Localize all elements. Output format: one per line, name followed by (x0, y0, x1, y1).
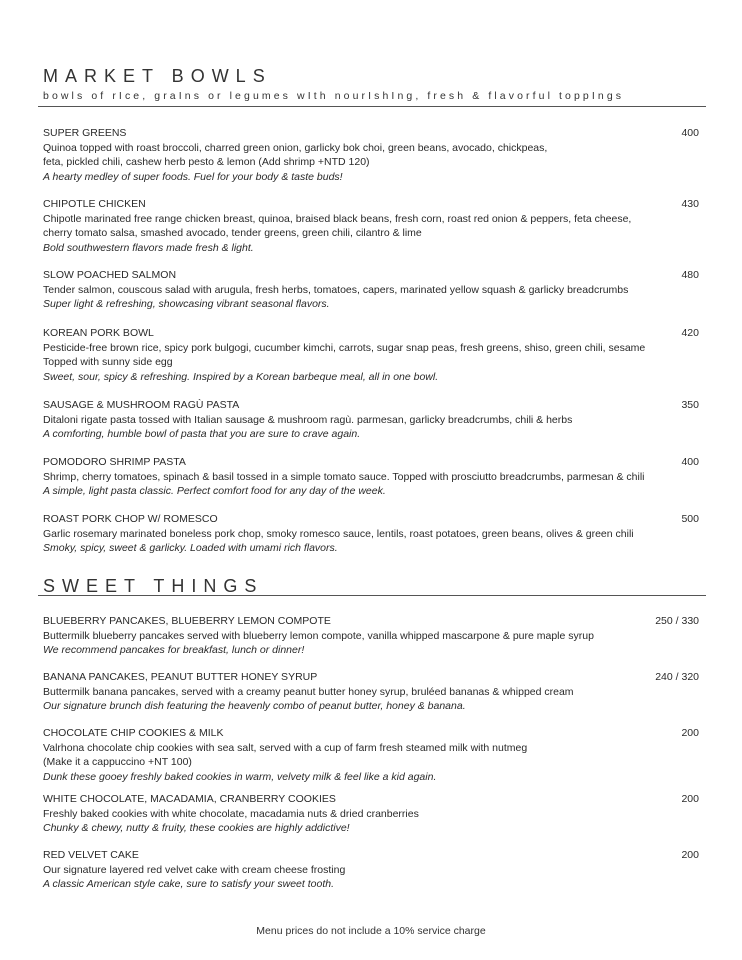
item-tagline: A simple, light pasta classic. Perfect comfort food for any day of the week. (43, 485, 386, 497)
item-price: 200 (681, 727, 699, 739)
item-tagline: Our signature brunch dish featuring the heavenly combo of peanut butter, honey & banana. (43, 700, 466, 712)
item-name: CHIPOTLE CHICKEN (43, 198, 146, 210)
menu-item (43, 512, 703, 556)
service-charge-note: Menu prices do not include a 10% service charge (256, 925, 486, 937)
item-price: 420 (681, 327, 699, 339)
item-price: 250 / 330 (655, 615, 699, 627)
item-description: Our signature layered red velvet cake with cream cheese frosting (43, 863, 346, 876)
item-name: POMODORO SHRIMP PASTA (43, 456, 186, 468)
item-tagline: Bold southwestern flavors made fresh & light. (43, 241, 254, 254)
item-description: Topped with sunny side egg (43, 356, 173, 368)
item-tagline: Super light & refreshing, showcasing vibrant seasonal flavors. (43, 298, 330, 310)
menu-item (43, 726, 703, 784)
item-description: feta, pickled chili, cashew herb pesto & lemon (Add shrimp +NTD 120) (43, 156, 370, 168)
item-description: Ditaloni rigate pasta tossed with Italian sausage & mushroom ragù. parmesan, garlicky breadcrumbs, chili & herbs (43, 413, 573, 426)
item-price: 200 (681, 793, 699, 805)
sweet-things-divider (38, 595, 706, 596)
item-price: 500 (681, 513, 699, 525)
item-name: CHOCOLATE CHIP COOKIES & MILK (43, 727, 224, 739)
menu-item (43, 398, 703, 442)
item-tagline: Sweet, sour, spicy & refreshing. Inspired by a Korean barbeque meal, all in one bowl. (43, 370, 439, 383)
market-bowls-divider (38, 106, 706, 107)
item-price: 400 (681, 456, 699, 468)
item-tagline: Dunk these gooey freshly baked cookies in warm, velvety milk & feel like a kid again. (43, 770, 437, 783)
item-name: ROAST PORK CHOP W/ ROMESCO (43, 513, 218, 525)
item-tagline: Chunky & chewy, nutty & fruity, these cookies are highly addictive! (43, 822, 350, 834)
item-description: Quinoa topped with roast broccoli, charred green onion, garlicky bok choi, green beans, avocado, chickpeas, (43, 141, 548, 154)
item-name: BANANA PANCAKES, PEANUT BUTTER HONEY SYRUP (43, 671, 318, 683)
item-price: 430 (681, 198, 699, 210)
item-description: Pesticide-free brown rice, spicy pork bulgogi, cucumber kimchi, carrots, sugar snap peas, fresh greens, shiso, green chili, sesame (43, 341, 646, 354)
item-description: Freshly baked cookies with white chocolate, macadamia nuts & dried cranberries (43, 807, 419, 820)
item-description: (Make it a cappuccino +NT 100) (43, 756, 192, 768)
item-name: SUPER GREENS (43, 127, 127, 139)
item-price: 240 / 320 (655, 671, 699, 683)
item-price: 480 (681, 269, 699, 281)
item-tagline: We recommend pancakes for breakfast, lunch or dinner! (43, 644, 305, 656)
menu-item (43, 197, 703, 255)
menu-item (43, 455, 703, 499)
item-description: Buttermilk blueberry pancakes served with blueberry lemon compote, vanilla whipped mascarpone & pure maple syrup (43, 629, 594, 642)
item-description: Valrhona chocolate chip cookies with sea salt, served with a cup of farm fresh steamed milk with nutmeg (43, 741, 528, 754)
item-name: RED VELVET CAKE (43, 849, 139, 861)
item-tagline: Smoky, spicy, sweet & garlicky. Loaded with umami rich flavors. (43, 542, 338, 554)
item-description: Tender salmon, couscous salad with arugula, fresh herbs, tomatoes, capers, marinated yellow squash & garlicky breadcrumbs (43, 283, 629, 296)
item-name: SAUSAGE & MUSHROOM RAGÙ PASTA (43, 399, 240, 411)
item-description: Buttermilk banana pancakes, served with a creamy peanut butter honey syrup, bruléed bananas & whipped cream (43, 685, 574, 698)
sweet-things-title: SWEET THINGS (43, 576, 264, 596)
menu-item (43, 792, 703, 836)
market-bowls-subtitle: bowls of rIce, graIns or legumes wIth nourIshIng, fresh & flavorful toppIngs (43, 90, 625, 102)
item-description: Shrimp, cherry tomatoes, spinach & basil tossed in a simple tomato sauce. Topped with prosciutto breadcrumbs, parmesan & chili (43, 470, 645, 483)
menu-item (43, 614, 703, 658)
menu-item (43, 326, 703, 384)
menu-item (43, 670, 703, 714)
menu-item (43, 268, 703, 312)
item-price: 350 (681, 399, 699, 411)
market-bowls-title: MARKET BOWLS (43, 66, 272, 86)
item-description: cherry tomato salsa, smashed avocado, tender greens, green chili, cilantro & lime (43, 227, 422, 239)
item-name: KOREAN PORK BOWL (43, 327, 154, 339)
item-price: 200 (681, 849, 699, 861)
menu-item (43, 126, 703, 184)
item-description: Garlic rosemary marinated boneless pork chop, smoky romesco sauce, lentils, roast potatoes, green beans, olives & green chili (43, 527, 634, 540)
item-price: 400 (681, 127, 699, 139)
item-name: SLOW POACHED SALMON (43, 269, 177, 281)
item-name: BLUEBERRY PANCAKES, BLUEBERRY LEMON COMPOTE (43, 615, 331, 627)
item-tagline: A classic American style cake, sure to satisfy your sweet tooth. (43, 878, 335, 890)
item-tagline: A hearty medley of super foods. Fuel for your body & taste buds! (43, 170, 343, 183)
item-name: WHITE CHOCOLATE, MACADAMIA, CRANBERRY COOKIES (43, 793, 336, 805)
menu-item (43, 848, 703, 892)
item-description: Chipotle marinated free range chicken breast, quinoa, braised black beans, fresh corn, roast red onion & peppers, feta cheese, (43, 212, 632, 225)
item-tagline: A comforting, humble bowl of pasta that you are sure to crave again. (43, 428, 361, 440)
